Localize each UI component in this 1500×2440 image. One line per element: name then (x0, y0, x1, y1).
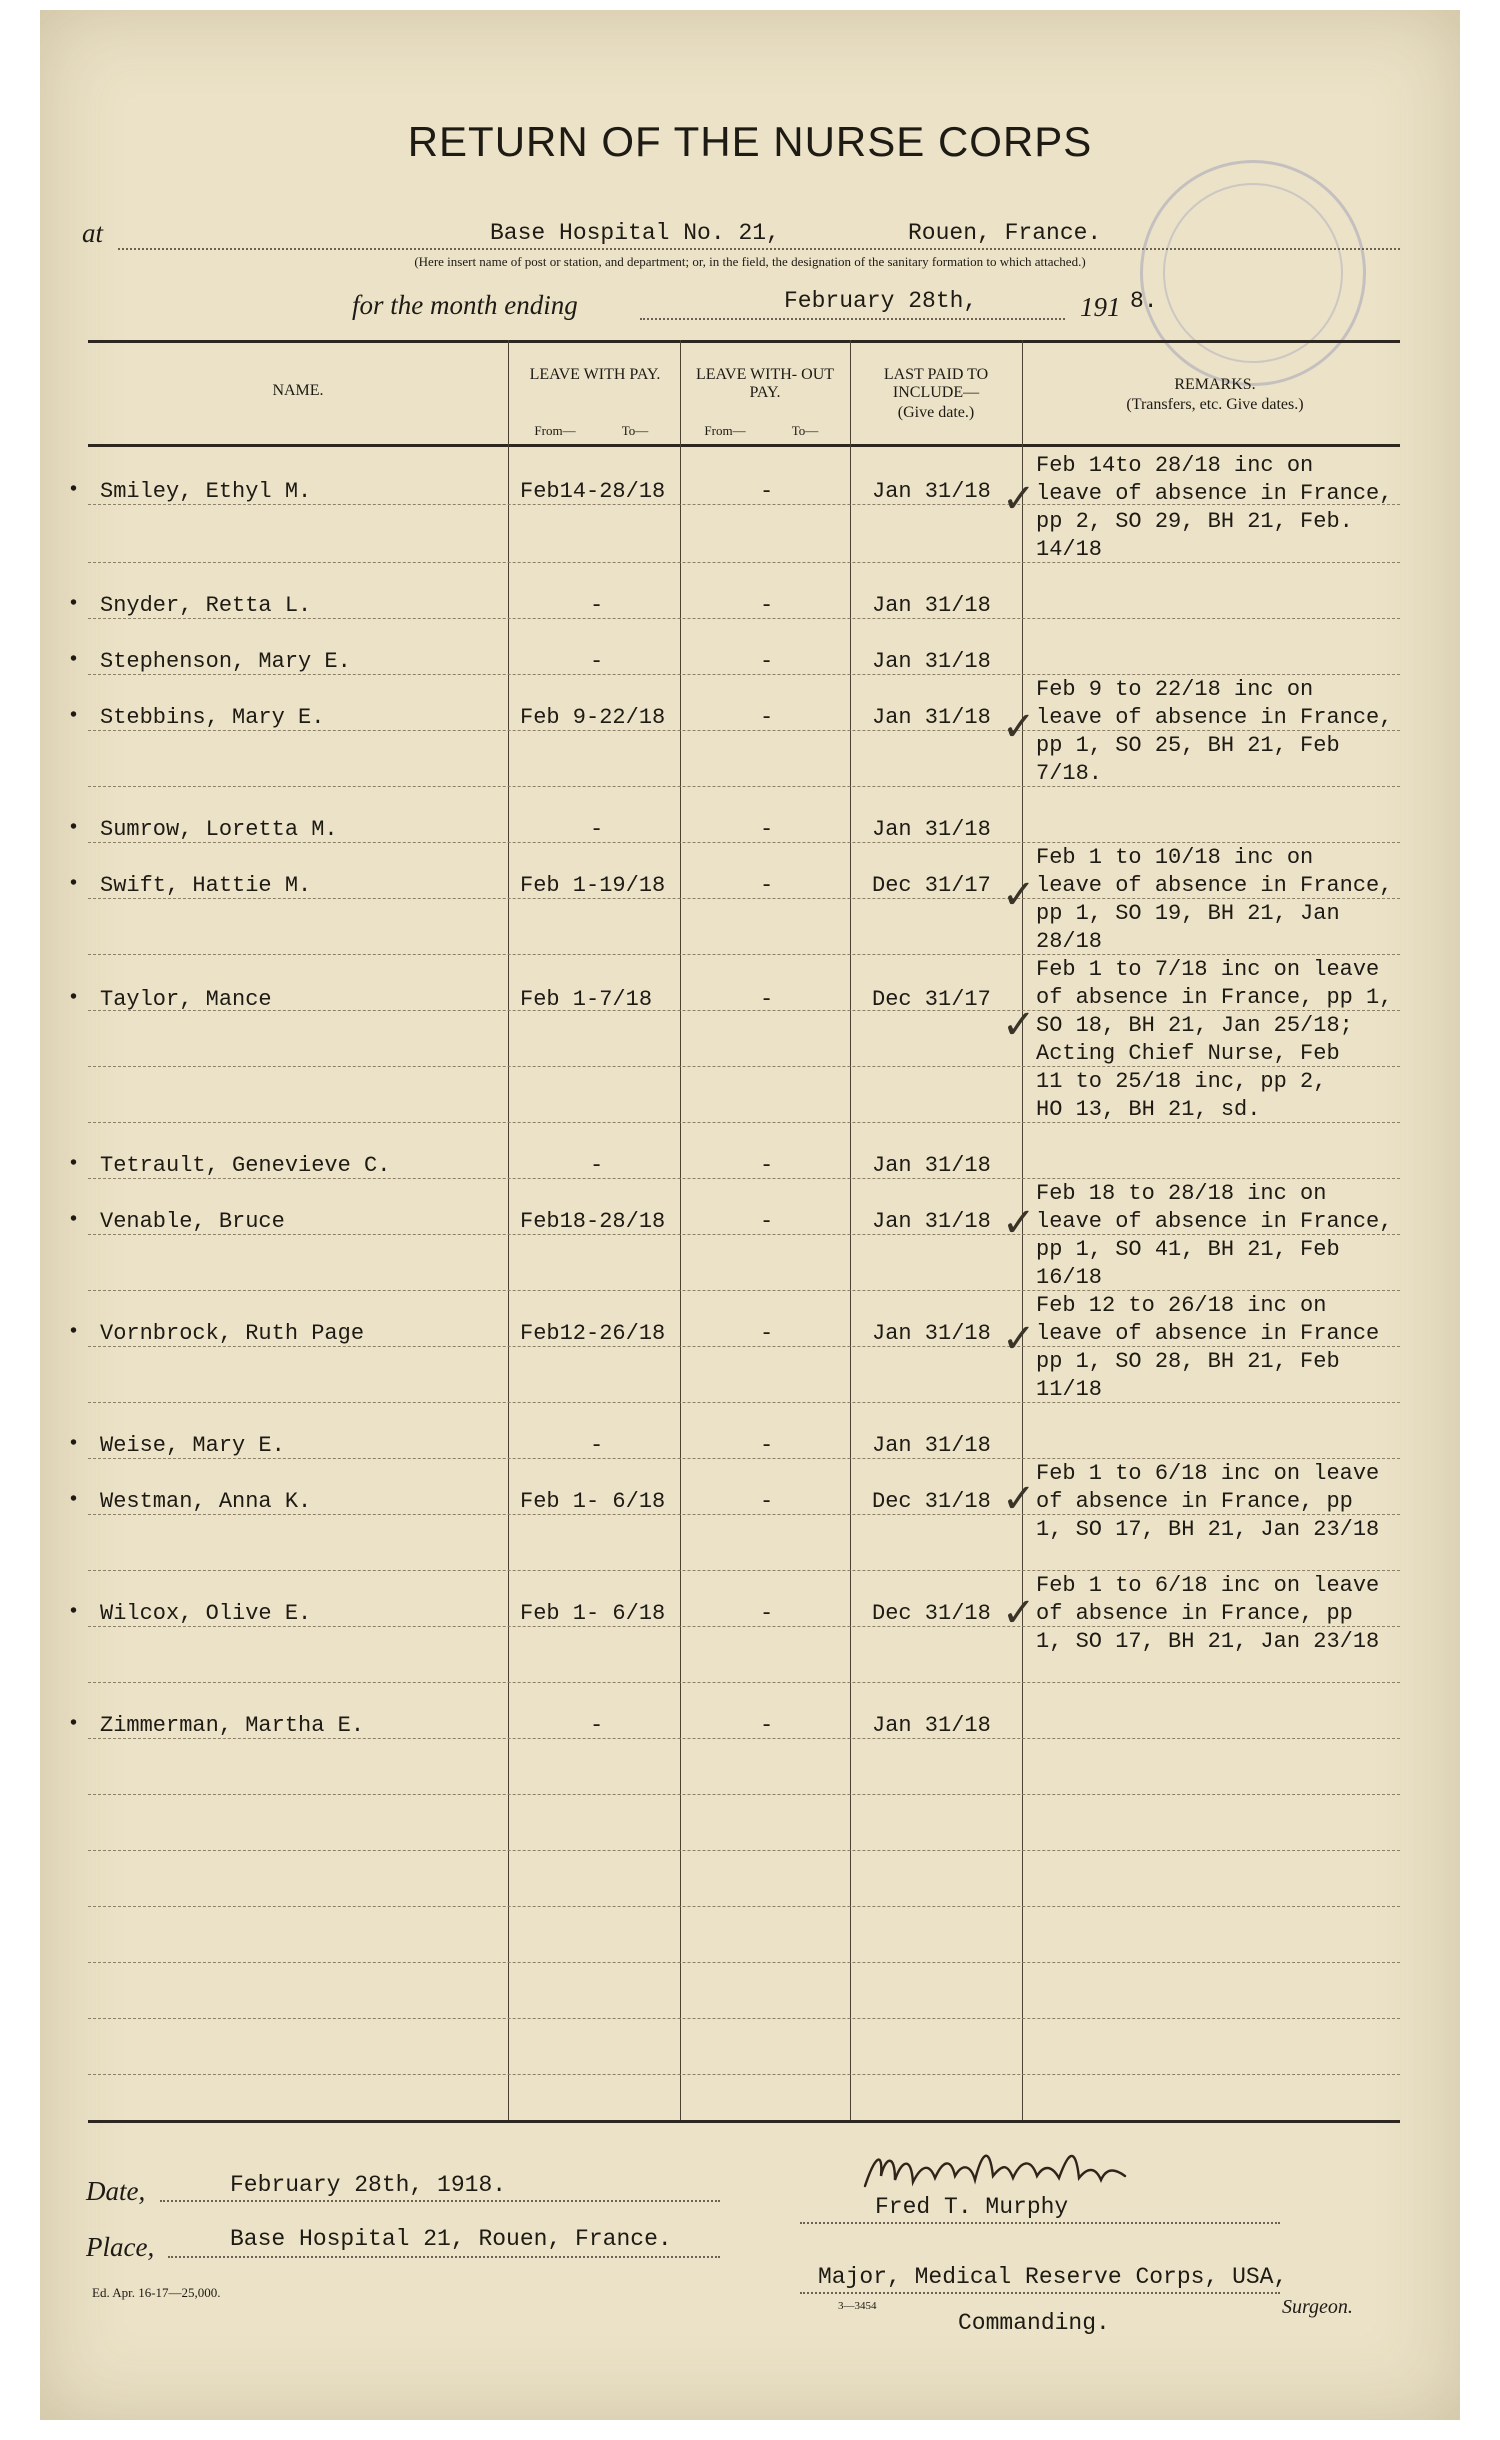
column-header-to: To— (791, 423, 819, 438)
place-label: Place, (86, 2232, 155, 2262)
place-value: Base Hospital 21, Rouen, France. (230, 2226, 672, 2252)
column-header-from: From— (704, 423, 746, 438)
nurse-name: Weise, Mary E. (100, 1433, 285, 1458)
last-paid: Dec 31/18 (872, 1489, 991, 1514)
remarks-text: Feb 9 to 22/18 inc on leave of absence in France, pp 1, SO 25, BH 21, Feb 7/18. (1036, 677, 1393, 786)
table-bottom-rule (88, 2120, 1400, 2123)
row-rule (88, 1682, 1400, 1683)
row-bullet: • (70, 478, 78, 500)
remarks-text: Feb 18 to 28/18 inc on leave of absence in France, pp 1, SO 41, BH 21, Feb 16/18 (1036, 1181, 1393, 1290)
last-paid: Dec 31/17 (872, 987, 991, 1012)
date-label: Date, (86, 2176, 146, 2206)
date-value: February 28th, 1918. (230, 2172, 507, 2198)
nurse-name: Zimmerman, Martha E. (100, 1713, 365, 1738)
month-ending-value: February 28th, (784, 288, 978, 314)
leave-with-pay: - (590, 1433, 604, 1458)
remarks-text: Feb 1 to 6/18 inc on leave of absence in France, pp 1, SO 17, BH 21, Jan 23/18 (1036, 1461, 1380, 1542)
nurse-name: Sumrow, Loretta M. (100, 817, 338, 842)
leave-without-pay: - (760, 1153, 774, 1178)
leave-without-pay: - (760, 873, 774, 898)
station-name: Base Hospital No. 21, (490, 220, 780, 246)
last-paid: Jan 31/18 (872, 593, 991, 618)
nurse-name: Westman, Anna K. (100, 1489, 312, 1514)
leave-with-pay: Feb18-28/18 (520, 1209, 666, 1234)
leave-with-pay: - (590, 649, 604, 674)
leave-with-pay: Feb 1-7/18 (520, 987, 653, 1012)
leave-without-pay: - (760, 1601, 774, 1626)
column-header-to: To— (621, 423, 649, 438)
last-paid: Dec 31/18 (872, 1601, 991, 1626)
row-rule (88, 1794, 1400, 1795)
last-paid: Jan 31/18 (872, 1321, 991, 1346)
row-bullet: • (70, 1208, 78, 1230)
last-paid: Jan 31/18 (872, 1713, 991, 1738)
leave-with-pay: - (590, 1713, 604, 1738)
leave-with-pay: - (590, 593, 604, 618)
last-paid: Jan 31/18 (872, 817, 991, 842)
place-line (168, 2256, 720, 2258)
column-header-leave-with-pay: LEAVE WITH PAY. (529, 366, 661, 383)
column-header-remarks-note: (Transfers, etc. Give dates.) (1126, 396, 1304, 413)
year-prefix: 191 (1080, 292, 1121, 322)
last-paid: Jan 31/18 (872, 479, 991, 504)
year-digit: 8. (1130, 288, 1158, 314)
row-rule (88, 1570, 1400, 1571)
post-note: (Here insert name of post or station, and department; or, in the field, the designation of the sanitary formation to which attached.) (414, 254, 1086, 269)
leave-without-pay: - (760, 817, 774, 842)
check-mark-icon: ✓ (1002, 1200, 1036, 1246)
column-header-from: From— (534, 423, 576, 438)
leave-with-pay: Feb 9-22/18 (520, 705, 666, 730)
last-paid: Jan 31/18 (872, 649, 991, 674)
leave-with-pay: Feb12-26/18 (520, 1321, 666, 1346)
row-bullet: • (70, 648, 78, 670)
column-header-last-paid-note: (Give date.) (897, 404, 975, 421)
check-mark-icon: ✓ (1002, 1002, 1036, 1048)
check-mark-icon: ✓ (1002, 704, 1036, 750)
row-bullet: • (70, 1320, 78, 1342)
check-mark-icon: ✓ (1002, 1590, 1036, 1636)
rank-line (800, 2292, 1280, 2294)
leave-without-pay: - (760, 1321, 774, 1346)
leave-with-pay: Feb 1- 6/18 (520, 1489, 666, 1514)
month-line (640, 318, 1065, 320)
row-rule (88, 1850, 1400, 1851)
row-bullet: • (70, 1432, 78, 1454)
nurse-name: Wilcox, Olive E. (100, 1601, 312, 1626)
row-bullet: • (70, 1600, 78, 1622)
row-bullet: • (70, 1152, 78, 1174)
row-bullet: • (70, 872, 78, 894)
row-rule (88, 2018, 1400, 2019)
nurse-name: Smiley, Ethyl M. (100, 479, 312, 504)
leave-without-pay: - (760, 705, 774, 730)
signer-role: Commanding. (958, 2310, 1110, 2336)
row-rule (88, 2074, 1400, 2075)
date-line (160, 2200, 720, 2202)
table-header-rule (88, 444, 1400, 447)
column-header-last-paid: LAST PAID TO INCLUDE— (883, 366, 989, 401)
last-paid: Jan 31/18 (872, 1153, 991, 1178)
edition-note: Ed. Apr. 16-17—25,000. (92, 2285, 221, 2300)
row-bullet: • (70, 1712, 78, 1734)
leave-without-pay: - (760, 479, 774, 504)
page-title: RETURN OF THE NURSE CORPS (407, 118, 1093, 165)
column-header-leave-without-pay: LEAVE WITH- OUT PAY. (695, 366, 835, 401)
nurse-name: Tetrault, Genevieve C. (100, 1153, 391, 1178)
remarks-text: Feb 1 to 6/18 inc on leave of absence in France, pp 1, SO 17, BH 21, Jan 23/18 (1036, 1573, 1380, 1654)
check-mark-icon: ✓ (1002, 476, 1036, 522)
month-ending-label: for the month ending (352, 290, 578, 320)
surgeon-label: Surgeon. (1282, 2296, 1353, 2318)
last-paid: Jan 31/18 (872, 1433, 991, 1458)
signer-line (800, 2222, 1280, 2224)
signer-name: Fred T. Murphy (875, 2194, 1069, 2220)
nurse-name: Stebbins, Mary E. (100, 705, 325, 730)
last-paid: Dec 31/17 (872, 873, 991, 898)
leave-without-pay: - (760, 1489, 774, 1514)
leave-with-pay: - (590, 1153, 604, 1178)
leave-with-pay: Feb 1- 6/18 (520, 1601, 666, 1626)
row-bullet: • (70, 704, 78, 726)
station-line (118, 248, 1400, 250)
signer-rank: Major, Medical Reserve Corps, USA, (818, 2264, 1288, 2290)
leave-without-pay: - (760, 1713, 774, 1738)
station-location: Rouen, France. (908, 220, 1102, 246)
check-mark-icon: ✓ (1002, 872, 1036, 918)
check-mark-icon: ✓ (1002, 1316, 1036, 1362)
row-bullet: • (70, 1488, 78, 1510)
leave-with-pay: Feb 1-19/18 (520, 873, 666, 898)
nurse-name: Snyder, Retta L. (100, 593, 312, 618)
row-rule (88, 1962, 1400, 1963)
leave-without-pay: - (760, 593, 774, 618)
form-number: 3—3454 (838, 2300, 877, 2312)
row-bullet: • (70, 816, 78, 838)
remarks-text: Feb 1 to 7/18 inc on leave of absence in France, pp 1, SO 18, BH 21, Jan 25/18; Acting Chief Nurse, Feb 11 to 25/18 inc, pp 2, HO 13, BH 21, sd. (1036, 957, 1393, 1122)
column-divider (680, 340, 681, 2120)
last-paid: Jan 31/18 (872, 705, 991, 730)
nurse-name: Taylor, Mance (100, 987, 272, 1012)
column-header-remarks: REMARKS. (1174, 376, 1256, 393)
remarks-text: Feb 12 to 26/18 inc on leave of absence in France pp 1, SO 28, BH 21, Feb 11/18 (1036, 1293, 1380, 1402)
nurse-name: Vornbrock, Ruth Page (100, 1321, 365, 1346)
row-bullet: • (70, 592, 78, 614)
leave-with-pay: - (590, 817, 604, 842)
check-mark-icon: ✓ (1002, 1476, 1036, 1522)
last-paid: Jan 31/18 (872, 1209, 991, 1234)
row-bullet: • (70, 986, 78, 1008)
remarks-text: Feb 1 to 10/18 inc on leave of absence in France, pp 1, SO 19, BH 21, Jan 28/18 (1036, 845, 1393, 954)
row-rule (88, 1906, 1400, 1907)
nurse-name: Swift, Hattie M. (100, 873, 312, 898)
leave-with-pay: Feb14-28/18 (520, 479, 666, 504)
leave-without-pay: - (760, 1433, 774, 1458)
nurse-name: Venable, Bruce (100, 1209, 285, 1234)
column-divider (508, 340, 509, 2120)
leave-without-pay: - (760, 649, 774, 674)
table-top-rule (88, 340, 1400, 343)
nurse-name: Stephenson, Mary E. (100, 649, 351, 674)
column-header-name: NAME. (272, 382, 324, 399)
column-divider (850, 340, 851, 2120)
remarks-text: Feb 14to 28/18 inc on leave of absence in France, pp 2, SO 29, BH 21, Feb. 14/18 (1036, 453, 1393, 562)
at-label: at (82, 218, 104, 248)
leave-without-pay: - (760, 1209, 774, 1234)
leave-without-pay: - (760, 987, 774, 1012)
